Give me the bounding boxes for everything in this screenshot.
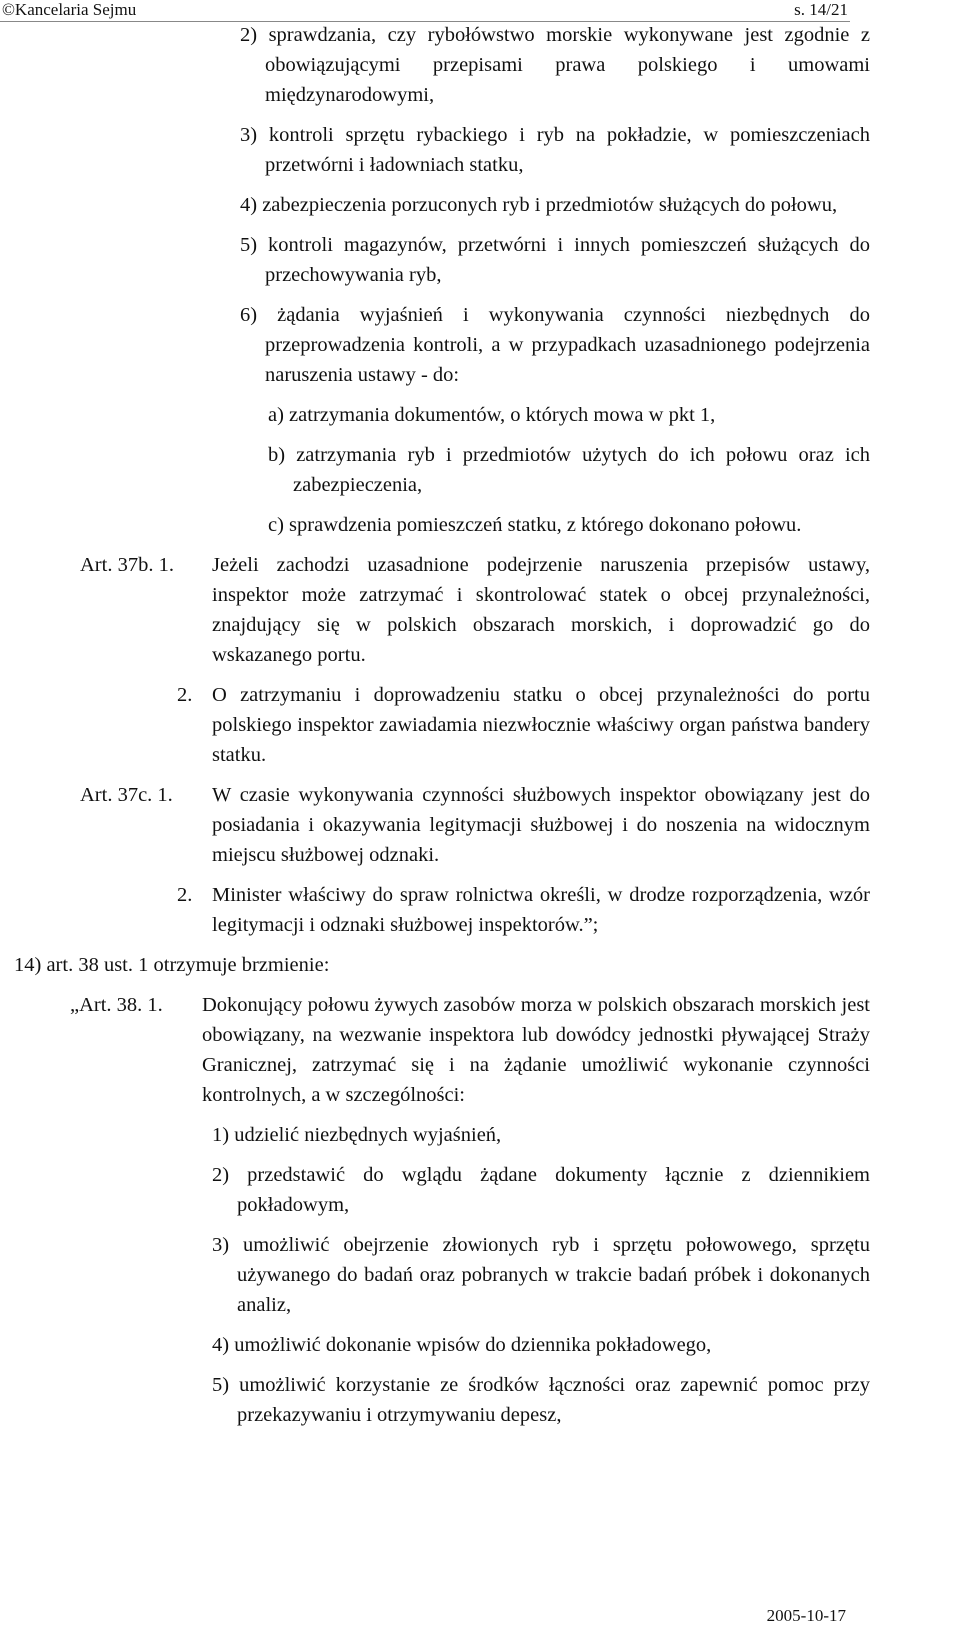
article-text: Minister właściwy do spraw rolnictwa określi, w drodze rozporządzenia, wzór legitymacji i odznaki służbowej inspektorów.”; bbox=[212, 884, 870, 936]
article-text: W czasie wykonywania czynności służbowych inspektor obowiązany jest do posiadania i okazywania legitymacji służbowej i do noszenia na widocznym miejscu służbowej odznaki. bbox=[212, 784, 870, 866]
article-text: O zatrzymaniu i doprowadzeniu statku o obcej przynależności do portu polskiego inspektor zawiadamia niezwłocznie właściwy organ państwa bandery statku. bbox=[212, 684, 870, 766]
paragraph-label: 2. bbox=[177, 884, 193, 906]
list-item: 4) umożliwić dokonanie wpisów do dziennika pokładowego, bbox=[212, 1334, 712, 1356]
article-label: Art. 37b. 1. bbox=[80, 554, 174, 576]
sub-list-item: c) sprawdzenia pomieszczeń statku, z którego dokonano połowu. bbox=[268, 514, 802, 536]
document-date: 2005-10-17 bbox=[766, 1606, 846, 1625]
article-text: Jeżeli zachodzi uzasadnione podejrzenie naruszenia przepisów ustawy, inspektor może zatrzymać i skontrolować statek o obcej przynależności, znajdujący się w polskich obszarach morskich, i doprowadzić go do wskazanego portu. bbox=[212, 554, 870, 666]
header-source: ©Kancelaria Sejmu bbox=[2, 0, 137, 19]
article-37b-para-1 bbox=[80, 550, 870, 670]
sub-list-item: a) zatrzymania dokumentów, o których mowa w pkt 1, bbox=[268, 404, 716, 426]
article-label: Art. 37c. 1. bbox=[80, 784, 173, 806]
list-item: 2) przedstawić do wglądu żądane dokumenty łącznie z dziennikiem pokładowym, bbox=[212, 1164, 870, 1216]
list-item: 2) sprawdzania, czy rybołówstwo morskie wykonywane jest zgodnie z obowiązującymi przepisami prawa polskiego i umowami międzynarodowymi, bbox=[240, 24, 870, 106]
list-item: 5) umożliwić korzystanie ze środków łączności oraz zapewnić pomoc przy przekazywaniu i otrzymywaniu depesz, bbox=[212, 1374, 870, 1426]
article-38-para-1 bbox=[70, 990, 870, 1110]
page-number: s. 14/21 bbox=[794, 0, 848, 19]
list-item: 3) umożliwić obejrzenie złowionych ryb i sprzętu połowowego, sprzętu używanego do badań oraz pobranych w trakcie badań próbek i dokonanych analiz, bbox=[212, 1234, 870, 1316]
sub-list-item: b) zatrzymania ryb i przedmiotów użytych do ich połowu oraz ich zabezpieczenia, bbox=[268, 444, 870, 496]
list-item: 3) kontroli sprzętu rybackiego i ryb na pokładzie, w pomieszczeniach przetwórni i ładowniach statku, bbox=[240, 124, 870, 176]
list-item: 4) zabezpieczenia porzuconych ryb i przedmiotów służących do połowu, bbox=[240, 194, 838, 216]
document-body bbox=[0, 20, 870, 1440]
list-item: 5) kontroli magazynów, przetwórni i innych pomieszczeń służących do przechowywania ryb, bbox=[240, 234, 870, 286]
article-37c-para-2 bbox=[177, 880, 870, 940]
list-item: 6) żądania wyjaśnień i wykonywania czynności niezbędnych do przeprowadzenia kontroli, a w przypadkach uzasadnionego podejrzenia naruszenia ustawy - do: bbox=[240, 304, 870, 386]
paragraph-label: 2. bbox=[177, 684, 193, 706]
amendment-point: 14) art. 38 ust. 1 otrzymuje brzmienie: bbox=[14, 954, 330, 976]
article-label: „Art. 38. 1. bbox=[70, 994, 163, 1016]
list-item: 1) udzielić niezbędnych wyjaśnień, bbox=[212, 1124, 502, 1146]
article-text: Dokonujący połowu żywych zasobów morza w polskich obszarach morskich jest obowiązany, na wezwanie inspektora lub dowódcy jednostki pływającej Straży Granicznej, zatrzymać się i na żądanie umożliwić wykonanie czynności kontrolnych, a w szczególności: bbox=[202, 994, 870, 1106]
article-37b-para-2 bbox=[177, 680, 870, 770]
article-37c-para-1 bbox=[80, 780, 870, 870]
